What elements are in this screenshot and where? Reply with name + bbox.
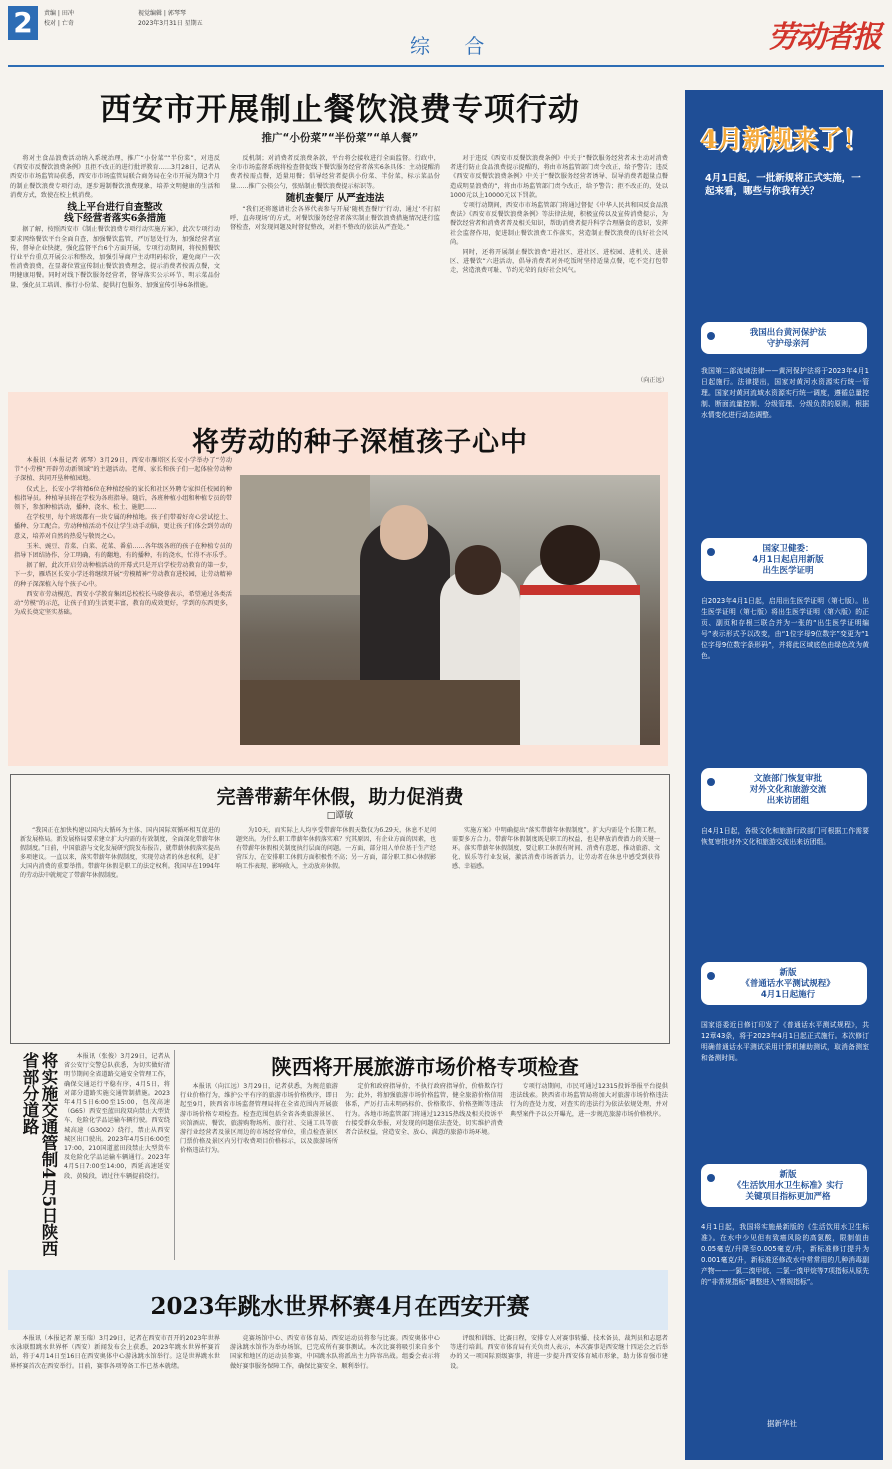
article1-col1 xyxy=(10,154,220,386)
sidebar-item-title: 新版 《普通话水平测试规程》 4月1日起施行 xyxy=(741,968,835,1000)
article3-byline: □谭敏 xyxy=(326,811,354,821)
sidebar-intro: 4月1日起，一批新规将正式实施，一起来看，哪些与你我有关？ xyxy=(705,173,861,197)
photo-uniform-stripe xyxy=(520,585,640,595)
article3-col1 xyxy=(20,826,220,1036)
article3-col2 xyxy=(236,826,436,1036)
page-number: 2 xyxy=(8,6,38,40)
sidebar-item-title-card xyxy=(701,1164,867,1207)
sidebar-item-title-card xyxy=(701,768,867,811)
article1-para: 反机制；对消费者反浪费条款，平台将会接收进行全面监督。行政中，全市市场监督系统将检查督促线下餐饮服务经营者落实6条具体：主动提醒消费者按需点餐，适量用餐；倡导经营者提供小份菜、半份菜，标示菜品份量……推广公筷公勺，张贴制止餐饮浪费提示标识等。 xyxy=(230,155,440,190)
article1-headline: 西安市开展制止餐饮浪费专项行动 xyxy=(100,92,580,128)
bullet-icon xyxy=(707,332,715,340)
article5-para: 专项行动期间，市民可通过12315投诉举报平台提供违法线索。陕西省市场监管局将加大对旅游市场价格违法行为的查处力度，对查实的违法行为依法依规处理，并对典型案件予以公开曝光，进一步规范旅游市场价格秩序。 xyxy=(510,1083,668,1118)
header-rule xyxy=(8,65,884,67)
article2-para: 本报讯（本报记者 郭琴）3月29日，西安市雁塔区长安小学举办了“劳动节”小劳模“开辟劳动新领域”的主题活动。老师、家长和孩子们一起体验劳动种子深植、共同开垦种植园地。 xyxy=(14,457,232,483)
article1-para: 同时，还将开展制止餐饮浪费“进社区、进社区、进校园、进机关、进景区、进餐饮”六进活动，倡导消费者对外吃饭时坚持适量点餐，吃不完打包带走，营造浪费可耻、节约光荣的良好社会风气。 xyxy=(450,249,668,275)
bullet-icon xyxy=(707,972,715,980)
article2-para: 玉米、豌豆、青菜、白菜、花菜、番茄……各年级各班的孩子在种植专员的指导下团结协作、分工明确，有的翻地，有的播种，有的浇水，忙得不亦乐乎。 xyxy=(14,542,232,560)
sidebar-item-body: 自2023年4月1日起，启用出生医学证明（第七版）。出生医学证明（第七版）将出生医学证明（第六版）的正页、副页和存根三联合并为一张的“出生医学证明编号”表示形式予以改变，由“1位字母9位数字”变更为“1位字母9位数字条形码”，并将此区域底色由绿色改为黄色。 xyxy=(701,597,869,660)
article1-subhead: 随机查餐厅 从严查违法 xyxy=(285,192,385,204)
sidebar-item-title-card xyxy=(701,538,867,581)
article1-para: 对于违反《西安市反餐饮浪费条例》中关于“餐饮服务经营者未主动对消费者进行防止食品浪费提示提醒的，将由市场监管部门责令改正，给予警告；违反《西安市反餐饮浪费条例》中关于“餐饮服务经营者诱导、误导消费者超量点餐造成明显浪费的”，将由市场监管部门责令改正，给予警告；拒不改正的，处以1000元以上10000元以下罚款。 xyxy=(450,155,668,199)
article3-para: 为10天，而实际上人均享受带薪年休假天数仅为6.29天，休息不足问题突出。为什么职工带薪年休假落实难？究其原因，有企业方面的因素，也有带薪年休假相关制度执行层面的问题。一方面，部分用人单位基于生产经营压力，在安排职工休假方面积极性不高；另一方面，部分职工担心休假影响工作表现、影响收入，主动放弃休假。 xyxy=(236,827,436,870)
article1-subhead: 线下经营者落实6条措施 xyxy=(64,213,166,225)
sidebar-item-body: 我国第二部流域法律——黄河保护法将于2023年4月1日起施行。法律提出，国家对黄河水资源实行统一管理。国家对黄河流域水资源实行统一调度，遵循总量控制、断面流量控制、分级管理、分级负责的原则，根据水情变化进行动态调整。 xyxy=(701,367,869,419)
design-line: 视觉编辑 | 郭琴琴 xyxy=(138,10,186,17)
article5-headline: 陕西将开展旅游市场价格专项检查 xyxy=(271,1055,579,1079)
article1-para: 专项行动期间，西安市市场监管部门将通过督促《中华人民共和国反食品浪费法》《西安市反餐饮浪费条例》等法律法规，积极宣传以及宣传消费提示，为餐饮经营者和消费者普及相关知识，帮助消费者提升科学合理膳食的意识，发挥社会监督作用，促进制止餐饮浪费工作落实，营造制止餐饮浪费的良好社会风尚。 xyxy=(450,202,668,246)
sidebar-item-title-card xyxy=(701,962,867,1005)
sidebar-item-body: 自4月1日起，各级文化和旅游行政部门可根据工作需要恢复审批对外文化和旅游交流出来访团组。 xyxy=(701,827,869,846)
article4-vertical-headline: 将实施交通管制4月5日陕西省部分道路 xyxy=(20,1052,58,1257)
article3-headline: 完善带薪年休假，助力促消费 xyxy=(216,786,464,808)
photo-child-head xyxy=(455,545,501,595)
article1-para: 将对主食品浪费活动纳入系统治理，推广“小份菜”“半份菜”，对违反《西安市反餐饮浪费条例》且拒不改正的进行批评教育……3月28日，记者从西安市市场监管局获悉，西安市市场监管局联合商务局在全市开展为期3个月的制止餐饮浪费专项行动，逐步遏制餐饮浪费现象，培养文明健康的生活和消费方式，致使在校上机消费。 xyxy=(10,155,220,199)
sidebar-item-title: 我国出台黄河保护法 守护母亲河 xyxy=(749,328,827,349)
sidebar-item-body: 国家语委近日修订印发了《普通话水平测试规程》，共12章43条，将于2023年4月1日起正式施行。本次修订明确普通话水平测试采用计算机辅助测试，取消备测室和备测时间。 xyxy=(701,1021,869,1062)
bullet-icon xyxy=(707,778,715,786)
article5-para: 定价和政府指导价，不执行政府指导价，价格欺诈行为；此外，将加强旅游市场价格监管，健全旅游价格信用体系，严厉打击未明码标价、价格欺诈、价格垄断等违法行为。各地市场监管部门将通过12315热线及相关投诉平台接受群众举报，对发现的问题依法查处，切实维护消费者合法权益，营造安全、放心、满意的旅游市场环境。 xyxy=(345,1083,503,1137)
article6-headline: 2023年跳水世界杯赛4月在西安开赛 xyxy=(150,1293,530,1320)
sidebar-item-title: 国家卫健委： 4月1日起启用新版 出生医学证明 xyxy=(752,544,824,576)
newspaper-logo: 劳动者报 xyxy=(768,20,880,55)
sidebar-item-title: 新版 《生活饮用水卫生标准》实行 关键项目指标更加严格 xyxy=(732,1170,844,1202)
new-rules-sidebar xyxy=(685,90,883,1460)
article3-para: “我国正在加快构建以国内大循环为主体、国内国际双循环相互促进的新发展格局。新发展格局要求建立扩大内需的有效制度，全面深化带薪年休假制度。”日前，中国旅游与文化发展研究院发布报告，就带薪休假落实提出多项建议。一直以来，落实带薪年休假制度，实现劳动者的休息权利，是扩大国内消费的重要举措。带薪年休假是职工的法定权利。我国早在1994年的劳动法中就规定了带薪年休假制度。 xyxy=(20,827,220,879)
article1-col3 xyxy=(450,154,668,376)
article1-subheadline: 推广“小份菜”“半份菜”“单人餐” xyxy=(261,132,419,144)
article4-body xyxy=(64,1052,170,1257)
photo-child-head xyxy=(540,525,600,585)
article1-col2 xyxy=(230,154,440,386)
article6-para: 评级和训练、比赛日程，安排专人对赛事转播、技术备员、裁判员和志愿者等进行培训。西安市体育局有关负责人表示，本次赛事是西安继十四运会之后举办的又一项国际顶级赛事，将进一步提升西安体育城市形象，助力体育强市建设。 xyxy=(450,1335,668,1370)
article5-col2 xyxy=(345,1082,503,1260)
date-line: 2023年3月31日 星期五 xyxy=(138,20,203,27)
sidebar-title: 4月新规来了！ xyxy=(700,125,868,154)
article2-para: 据了解，此次开启劳动种植活动的开幕式只是开启学校劳动教育的第一步，下一步，雁塔区长安小学还将继续开展“劳模精神”劳动教育进校园，让劳动精神的种子深深植入每个孩子心中。 xyxy=(14,562,232,588)
photo-building xyxy=(240,475,370,595)
bullet-icon xyxy=(707,548,715,556)
sidebar-item-title: 文旅部门恢复审批 对外文化和旅游交流 出来访团组 xyxy=(749,774,827,806)
planting-photo xyxy=(240,475,660,745)
article5-col3 xyxy=(510,1082,668,1260)
article6-col3 xyxy=(450,1334,668,1462)
article2-para: 西安市劳动模范、西安小学教育集团总校校长马晓蓉表示，希望通过各类活动“劳模”的示范，让孩子们的生活更丰富，教育的成效更好，学到的东西更多，为成长奠定坚实基础。 xyxy=(14,590,232,617)
photo-teacher-head xyxy=(380,505,428,560)
article3-para: 实施方案》中明确提出“落实带薪年休假制度”。扩大内需是个长期工程，需要多方合力。带薪年休假制度既是职工的权益，也是释放消费潜力的关键一环。落实带薪年休假制度，要让职工休假有时间、消费有意愿，推动旅游、文化、娱乐等行业发展，激活消费市场新活力，让劳动者在休息中感受到获得感、幸福感。 xyxy=(452,827,660,870)
article2-headline: 将劳动的种子深植孩子心中 xyxy=(192,427,528,458)
section-title: 综 合 xyxy=(410,34,499,58)
article1-para: 据了解，按照西安市《制止餐饮浪费专项行动实施方案》，此次专项行动要求网络餐饮平台全面自查，加强餐饮监管，严厉惩处行为，加强经营者宣传，督导企业快捷，强化监督平台6个方面开展，专项行动期间，将按照餐饮行业平台重点开展公示和整改，加强引导商户主动明码标价，避免商户一次性消费浪费，在显著位置宣传制止餐饮浪费理念，提示消费者按需点餐，文明健康用餐。同时对线下餐饮服务经营者，督导落实公示环节、明示菜品份量、强化员工培训、推行小份菜、提供打包服务、加强宣传引导6条措施。 xyxy=(10,226,220,289)
article6-col2 xyxy=(230,1334,440,1462)
article2-para: 在学校里，每个班级都有一块专属的种植地。孩子们带着好奇心尝试挖土、播种、分工配合。劳动种植活动不仅让学生动手动脑，更让孩子们体会到劳动的意义，培养对自然的热爱与敬畏之心。 xyxy=(14,514,232,540)
editor-line: 责编 | 田冲 xyxy=(44,10,74,17)
design-credit xyxy=(138,9,203,29)
sidebar-source: 据新华社 xyxy=(767,1419,797,1428)
column-divider xyxy=(174,1050,175,1260)
sidebar-item-body: 4月1日起，我国将实施最新版的《生活饮用水卫生标准》。在水中少见但有致癌风险的高氯酸，限制值由0.05毫克/升降至0.005毫克/升，新标准修订提升为0.001毫克/升，新标准还修改水中常常用的几种消毒副产物——一氯二溴甲烷、二氯一溴甲烷等7项指标从原先的“非常规指标”调整进入“常规指标”。 xyxy=(701,1223,869,1286)
article1-subhead: 线上平台进行自查整改 xyxy=(67,202,163,214)
article4-para: 本报讯（张俊）3月29日，记者从省公安厅交警总队获悉，为切实做好清明节期间全省道路交通安全管理工作，确保交通运行平稳有序，4月5日，将对部分道路实施交通管制措施。2023年4月5日6:00至15:00，包茂高速（G65）西安至蓝田段双向禁止大型货车、危险化学品运输车辆行驶。西安绕城高速（G3002）绕行，禁止从西安城区出口驶出。2023年4月5日6:00至17:00，210国道蓝田段禁止大型货车及危险化学品运输车辆通行。2023年4月5日7:00至14:00，西延高速延安段、黄陵段，请过往车辆提前绕行。 xyxy=(64,1053,170,1180)
article3-col3 xyxy=(452,826,660,1036)
article1-credit: （向正远） xyxy=(637,377,668,384)
sidebar-item-title-card xyxy=(701,322,867,354)
photo-planter-box xyxy=(240,680,520,745)
bullet-icon xyxy=(707,1174,715,1182)
article5-col1 xyxy=(180,1082,338,1260)
article5-para: 本报讯（向江远）3月29日，记者获悉，为规范旅游行业价格行为，维护公平有序的旅游市场价格秩序，即日起至9月，陕西省市场监督管理局将在全省范围内开展旅游市场价格专项检查。检查范围包括全省各类旅游景区、宾馆酒店、餐饮、旅游购物场所、旅行社、交通工具等旅游行业经营者及景区周边的市场经营单位，重点检查景区门票价格及景区内另行收费项目价格标示，以及旅游场所价格违法行为。 xyxy=(180,1083,338,1155)
article6-col1 xyxy=(10,1334,220,1462)
editor-credit xyxy=(44,9,74,29)
article6-para: 本报讯（本报记者 原玉瑞）3月29日，记者在西安市召开的2023年世界水泳联盟跳水世界杯（西安）新闻发布会上获悉，2023年跳水世界杯赛首站，将于4月14日至16日在西安奥体中心游泳跳水馆举行。这是世界跳水世界杯赛首次在西安举行。目前，赛事各项筹备工作已基本就绪。 xyxy=(10,1335,220,1370)
article2-body xyxy=(14,456,232,756)
article2-para: 仪式上，长安小学将精6位在种植经验的家长和社区外聘专家担任校园的种植指导员。种植导员将在学校为各班指导。随后，各班种植小组和种植专员的带领下，参加种植活动，播种、浇水、松土、施肥…… xyxy=(14,485,232,512)
article6-para: 竞赛场馆中心、西安市体育局、西安运动员将参与比赛。西安奥体中心游泳跳水馆作为举办场馆，已完成所有赛事测试。本次比赛将吸引来自多个国家和地区的运动员参赛，中国跳水队将派出主力阵容出战。组委会表示将做好赛事服务保障工作，确保比赛安全、顺利举行。 xyxy=(230,1335,440,1370)
article1-para: “我们还将邀请社会各界代表参与开展‘随机查餐厅’行动，通过‘不打招呼、直奔现场’的方式，对餐饮服务经营者落实制止餐饮浪费措施情况进行监督检查，对发现问题及时督促整改，对拒不整改的依法从严查处。” xyxy=(230,206,440,232)
proof-line: 校对 | 亡奇 xyxy=(44,20,74,27)
